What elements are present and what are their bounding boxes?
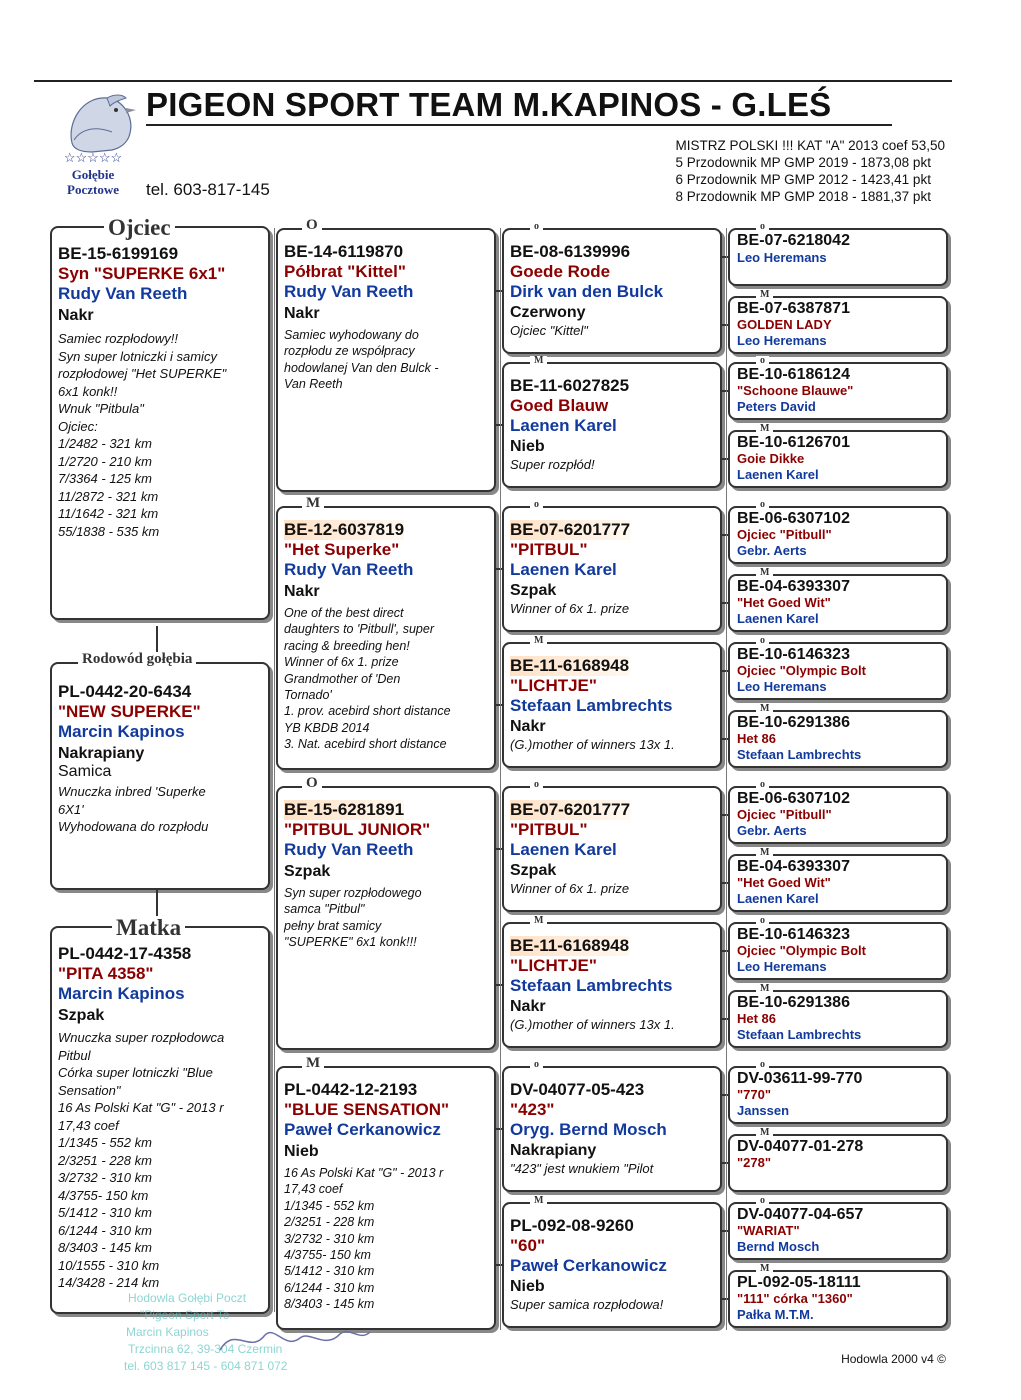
gen3-color: Szpak [510, 582, 557, 599]
note-line: 17,43 coef [284, 1182, 343, 1197]
gen3-card [502, 228, 722, 354]
gen3-notes: (G.)mother of winners 13x 1. [510, 1017, 675, 1032]
gen4-sex-label: o [756, 1060, 769, 1070]
note-line: hodowlanej Van den Bulck - [284, 360, 439, 375]
phone: tel. 603-817-145 [146, 180, 270, 199]
gen3-notes: Winner of 6x 1. prize [510, 881, 630, 896]
connector [156, 890, 158, 916]
gen3-ring: BE-11-6168948 [510, 656, 630, 675]
note-line: 2/3251 - 228 km [284, 1215, 375, 1230]
note-line: 6x1 konk!! [58, 383, 118, 399]
gen3-notes: "423" jest wnukiem "Pilot [510, 1161, 654, 1176]
note-line: 2/3251 - 228 km [58, 1152, 152, 1168]
gen3-ring: BE-08-6139996 [510, 242, 631, 261]
note-line: Wnuk "Pitbula" [58, 401, 144, 416]
note-line: YB KBDB 2014 [284, 720, 370, 735]
gen4-sex-label: o [756, 1196, 769, 1206]
connector [500, 228, 501, 1330]
gen4-name: "WARIAT" [737, 1223, 800, 1238]
gen4-ring: DV-03611-99-770 [737, 1070, 863, 1087]
gen3-breeder: Laenen Karel [510, 560, 617, 579]
gen3-name: Goed Blauw [510, 396, 609, 415]
gen2-card [276, 786, 496, 1050]
note-line: Winner of 6x 1. prize [284, 655, 399, 670]
note-line: pełny brat samicy [284, 918, 382, 933]
gen2-ring: PL-0442-12-2193 [284, 1080, 418, 1099]
note-line: samca "Pitbul" [284, 902, 365, 917]
footer-credit: Hodowla 2000 v4 © [841, 1352, 946, 1366]
gen4-breeder: Stefaan Lambrechts [737, 747, 862, 762]
note-line: Van Reeth [284, 377, 343, 392]
gen4-name: "278" [737, 1155, 772, 1170]
pedigree-label: Rodowód gołębia [78, 652, 196, 667]
gen4-ring: PL-092-05-18111 [737, 1274, 861, 1291]
gen2-sex-label: M [302, 1056, 324, 1071]
note-line: Samiec rozpłodowy!! [58, 331, 178, 346]
gen4-name: Goie Dikke [737, 451, 805, 466]
gen4-card [728, 1066, 948, 1124]
sire-notes [58, 330, 268, 540]
title-underline [146, 124, 892, 126]
note-line: 14/3428 - 214 km [58, 1275, 160, 1290]
achievement-line: MISTRZ POLSKI !!! KAT "A" 2013 coef 53,50 [675, 138, 945, 153]
note-line: Wnuczka inbred 'Superke [58, 784, 206, 799]
gen4-card [728, 506, 948, 564]
achievement-line: 6 Przodownik MP GMP 2012 - 1423,41 pkt [675, 172, 931, 187]
gen3-color: Czerwony [510, 304, 586, 321]
sire-breeder: Rudy Van Reeth [58, 284, 188, 303]
gen4-sex-label: o [756, 636, 769, 646]
gen2-name: "PITBUL JUNIOR" [284, 820, 431, 839]
note-line: daughters to 'Pitbull', super [284, 622, 434, 637]
logo-text-1: Gołębie [71, 167, 115, 182]
gen2-name: Półbrat "Kittel" [284, 262, 406, 281]
dam-breeder: Marcin Kapinos [58, 984, 185, 1003]
gen3-card [502, 1202, 722, 1328]
note-line: Syn super rozpłodowego [284, 886, 422, 900]
page-title: PIGEON SPORT TEAM M.KAPINOS - G.LEŚ [146, 86, 832, 123]
note-line: 8/3403 - 145 km [284, 1297, 375, 1312]
subject-breeder: Marcin Kapinos [58, 722, 185, 741]
gen4-card [728, 228, 948, 286]
gen2-notes [284, 605, 494, 753]
gen4-ring: BE-10-6186124 [737, 366, 850, 383]
gen4-card [728, 574, 948, 632]
gen4-card [728, 642, 948, 700]
gen2-color: Nakr [284, 583, 320, 600]
gen3-ring: DV-04077-05-423 [510, 1080, 645, 1099]
gen3-sex-label: M [530, 1196, 547, 1206]
dam-color: Szpak [58, 1007, 105, 1024]
gen4-sex-label: o [756, 500, 769, 510]
gen3-breeder: Paweł Cerkanowicz [510, 1256, 667, 1275]
note-line: racing & breeding hen! [284, 638, 410, 653]
gen4-card [728, 854, 948, 912]
note-line: "SUPERKE" 6x1 konk!!! [284, 935, 417, 950]
gen4-ring: BE-04-6393307 [737, 578, 850, 595]
gen3-name: "423" [510, 1100, 555, 1119]
gen4-breeder: Pałka M.T.M. [737, 1307, 814, 1322]
subject-ring: PL-0442-20-6434 [58, 682, 192, 701]
note-line: One of the best direct [284, 606, 404, 620]
gen3-sex-label: o [530, 222, 543, 232]
note-line: rozpłodu ze współpracy [284, 344, 415, 359]
gen3-color: Nakr [510, 998, 546, 1015]
dam-ring: PL-0442-17-4358 [58, 944, 192, 963]
gen3-name: "PITBUL" [510, 820, 588, 839]
gen3-color: Nakrapiany [510, 1142, 597, 1159]
gen3-ring: PL-092-08-9260 [510, 1216, 634, 1235]
subject-notes [58, 783, 268, 836]
sire-color: Nakr [58, 307, 94, 324]
logo-caption [52, 167, 134, 197]
gen2-name: "Het Superke" [284, 540, 400, 559]
stamp-line: Trzcinna 62, 39-304 Czermin [128, 1342, 283, 1356]
gen4-name: Ojciec "Pitbull" [737, 527, 832, 542]
note-line: 4/3755- 150 km [284, 1248, 371, 1263]
gen2-notes [284, 885, 494, 951]
gen4-name: "Het Goed Wit" [737, 875, 831, 890]
gen3-card [502, 786, 722, 912]
note-line: 1/1345 - 552 km [58, 1135, 152, 1150]
gen3-color: Nieb [510, 438, 545, 455]
gen4-ring: DV-04077-04-657 [737, 1206, 864, 1223]
gen4-ring: BE-10-6291386 [737, 714, 850, 731]
gen4-ring: BE-07-6218042 [737, 232, 850, 249]
gen3-breeder: Stefaan Lambrechts [510, 976, 673, 995]
note-line: 6/1244 - 310 km [58, 1222, 152, 1238]
subject-card [50, 662, 270, 890]
gen2-sex-label: O [302, 776, 322, 791]
gen4-card [728, 1270, 948, 1328]
gen3-notes: Super rozpłód! [510, 457, 595, 472]
note-line: 10/1555 - 310 km [58, 1257, 160, 1273]
gen4-card [728, 362, 948, 420]
gen4-card [728, 1134, 948, 1192]
note-line: 5/1412 - 310 km [58, 1205, 152, 1220]
gen3-card [502, 362, 722, 488]
note-line: Grandmother of 'Den [284, 671, 401, 686]
stamp-line: "Pigeon Sport Te [140, 1308, 230, 1322]
gen4-breeder: Laenen Karel [737, 611, 819, 626]
gen4-breeder: Leo Heremans [737, 679, 827, 694]
gen4-name: Het 86 [737, 731, 777, 746]
gen4-card [728, 922, 948, 980]
gen3-ring: BE-07-6201777 [510, 800, 631, 819]
note-line: 55/1838 - 535 km [58, 523, 160, 539]
gen2-card [276, 1066, 496, 1330]
gen4-ring: BE-10-6126701 [737, 434, 850, 451]
gen3-sex-label: o [530, 500, 543, 510]
gen3-breeder: Laenen Karel [510, 416, 617, 435]
dam-name: "PITA 4358" [58, 964, 154, 983]
gen2-breeder: Rudy Van Reeth [284, 840, 414, 859]
gen4-name: "Het Goed Wit" [737, 595, 831, 610]
logo-stars: ☆☆☆☆☆ [63, 150, 123, 165]
gen3-notes: Winner of 6x 1. prize [510, 601, 630, 616]
note-line: Wyhodowana do rozpłodu [58, 819, 209, 834]
gen2-name: "BLUE SENSATION" [284, 1100, 450, 1119]
gen4-ring: BE-10-6291386 [737, 994, 850, 1011]
gen2-ring: BE-14-6119870 [284, 242, 404, 261]
note-line: Pitbul [58, 1047, 91, 1063]
note-line: 3/2732 - 310 km [284, 1231, 375, 1246]
note-line: Sensation" [58, 1082, 121, 1098]
gen4-name: Ojciec "Olympic Bolt [737, 943, 866, 958]
gen2-breeder: Paweł Cerkanowicz [284, 1120, 441, 1139]
gen3-notes: Ojciec "Kittel" [510, 323, 588, 338]
note-line: 1/2482 - 321 km [58, 436, 152, 451]
gen4-breeder: Laenen Karel [737, 467, 819, 482]
gen4-breeder: Laenen Karel [737, 891, 819, 906]
gen4-name: GOLDEN LADY [737, 317, 832, 332]
subject-name: "NEW SUPERKE" [58, 702, 201, 721]
gen4-card [728, 990, 948, 1048]
gen3-notes: (G.)mother of winners 13x 1. [510, 737, 675, 752]
gen4-breeder: Gebr. Aerts [737, 823, 807, 838]
stamp-line: tel. 603 817 145 - 604 871 072 [124, 1359, 288, 1373]
note-line: 7/3364 - 125 km [58, 471, 152, 486]
subject-sex: Samica [58, 763, 112, 780]
gen4-sex-label: M [756, 568, 773, 578]
note-line: 5/1412 - 310 km [284, 1264, 375, 1279]
gen4-name: "770" [737, 1087, 772, 1102]
connector [274, 228, 275, 1312]
gen4-sex-label: M [756, 424, 773, 434]
gen4-sex-label: o [756, 916, 769, 926]
note-line: Wnuczka super rozpłodowca [58, 1030, 225, 1045]
sire-ring: BE-15-6199169 [58, 244, 179, 263]
gen4-sex-label: o [756, 222, 769, 232]
note-line: 4/3755- 150 km [58, 1187, 149, 1203]
dam-notes [58, 1029, 268, 1292]
gen4-ring: BE-06-6307102 [737, 510, 850, 527]
gen3-sex-label: M [530, 356, 547, 366]
gen3-color: Nieb [510, 1278, 545, 1295]
gen3-sex-label: o [530, 780, 543, 790]
gen4-sex-label: M [756, 704, 773, 714]
gen2-notes [284, 327, 494, 393]
gen4-card [728, 786, 948, 844]
note-line: 3/2732 - 310 km [58, 1170, 152, 1185]
gen4-breeder: Leo Heremans [737, 333, 827, 348]
gen3-color: Nakr [510, 718, 546, 735]
gen3-ring: BE-07-6201777 [510, 520, 631, 539]
gen3-color: Szpak [510, 862, 557, 879]
logo-text-2: Pocztowe [67, 182, 119, 197]
gen2-sex-label: O [302, 218, 322, 233]
achievement-line: 8 Przodownik MP GMP 2018 - 1881,37 pkt [675, 189, 931, 204]
gen4-ring: BE-07-6387871 [737, 300, 850, 317]
note-line: 11/1642 - 321 km [58, 506, 159, 521]
achievements [676, 137, 945, 205]
gen4-name: "Schoone Blauwe" [737, 383, 854, 398]
gen4-sex-label: o [756, 780, 769, 790]
gen3-ring: BE-11-6027825 [510, 376, 630, 395]
dam-label: Matka [112, 916, 185, 939]
gen3-card [502, 642, 722, 768]
gen4-sex-label: M [756, 290, 773, 300]
note-line: 16 As Polski Kat "G" - 2013 r [58, 1100, 224, 1115]
gen2-color: Nieb [284, 1143, 319, 1160]
note-line: Samiec wyhodowany do [284, 328, 419, 342]
note-line: 6X1' [58, 801, 84, 817]
gen3-name: "60" [510, 1236, 546, 1255]
sire-card [50, 226, 270, 620]
gen2-card [276, 228, 496, 492]
gen4-ring: BE-10-6146323 [737, 926, 850, 943]
gen3-breeder: Oryg. Bernd Mosch [510, 1120, 667, 1139]
note-line: 11/2872 - 321 km [58, 488, 159, 504]
note-line: 3. Nat. acebird short distance [284, 737, 447, 752]
stamp-line: Hodowla Gołębi Poczt [128, 1291, 247, 1305]
gen2-breeder: Rudy Van Reeth [284, 282, 414, 301]
gen3-card [502, 506, 722, 632]
gen2-color: Nakr [284, 305, 320, 322]
gen2-color: Szpak [284, 863, 331, 880]
subject-color: Nakrapiany [58, 745, 145, 762]
gen4-breeder: Peters David [737, 399, 816, 414]
gen3-notes: Super samica rozpłodowa! [510, 1297, 664, 1312]
gen2-ring: BE-12-6037819 [284, 520, 405, 539]
gen4-sex-label: M [756, 848, 773, 858]
gen4-card [728, 296, 948, 354]
sire-label: Ojciec [104, 216, 175, 239]
note-line: 1/1345 - 552 km [284, 1198, 375, 1213]
gen3-sex-label: M [530, 916, 547, 926]
gen3-breeder: Stefaan Lambrechts [510, 696, 673, 715]
connector [726, 228, 727, 1330]
note-line: 1. prov. acebird short distance [284, 704, 451, 719]
gen4-name: Ojciec "Pitbull" [737, 807, 832, 822]
gen4-breeder: Gebr. Aerts [737, 543, 807, 558]
sire-name: Syn "SUPERKE 6x1" [58, 264, 226, 283]
gen3-sex-label: M [530, 636, 547, 646]
gen3-breeder: Dirk van den Bulck [510, 282, 664, 301]
note-line: Tornado' [284, 688, 332, 703]
gen4-card [728, 710, 948, 768]
stamp-line: Marcin Kapinos [126, 1325, 209, 1339]
signature-icon [215, 1320, 375, 1360]
note-line: 8/3403 - 145 km [58, 1240, 152, 1255]
note-line: Ojciec: [58, 418, 98, 434]
gen3-name: "LICHTJE" [510, 676, 597, 695]
gen4-breeder: Janssen [737, 1103, 790, 1118]
gen3-breeder: Laenen Karel [510, 840, 617, 859]
gen4-sex-label: M [756, 984, 773, 994]
gen2-breeder: Rudy Van Reeth [284, 560, 414, 579]
dam-card [50, 926, 270, 1314]
gen4-ring: BE-06-6307102 [737, 790, 850, 807]
gen3-sex-label: o [530, 1060, 543, 1070]
gen3-name: Goede Rode [510, 262, 611, 281]
gen4-breeder: Leo Heremans [737, 250, 827, 265]
gen3-ring: BE-11-6168948 [510, 936, 630, 955]
note-line: Syn super lotniczki i samicy [58, 348, 217, 364]
achievement-line: 5 Przodownik MP GMP 2019 - 1873,08 pkt [675, 155, 931, 170]
note-line: Córka super lotniczki "Blue [58, 1065, 213, 1080]
gen3-card [502, 1066, 722, 1192]
note-line: 1/2720 - 210 km [58, 453, 152, 469]
gen4-ring: BE-10-6146323 [737, 646, 850, 663]
gen4-sex-label: M [756, 1128, 773, 1138]
gen4-ring: BE-04-6393307 [737, 858, 850, 875]
gen4-name: "111" córka "1360" [737, 1291, 853, 1306]
gen2-sex-label: M [302, 496, 324, 511]
gen4-card [728, 430, 948, 488]
gen4-ring: DV-04077-01-278 [737, 1138, 864, 1155]
gen3-name: "LICHTJE" [510, 956, 597, 975]
gen2-card [276, 506, 496, 770]
note-line: 6/1244 - 310 km [284, 1280, 375, 1295]
gen4-name: Het 86 [737, 1011, 777, 1026]
gen4-breeder: Stefaan Lambrechts [737, 1027, 862, 1042]
gen4-breeder: Bernd Mosch [737, 1239, 820, 1254]
connector [156, 626, 158, 654]
gen2-ring: BE-15-6281891 [284, 800, 405, 819]
gen4-card [728, 1202, 948, 1260]
gen2-notes [284, 1165, 494, 1313]
gen4-sex-label: M [756, 1264, 773, 1274]
gen4-sex-label: o [756, 356, 769, 366]
top-rule [34, 80, 952, 82]
gen3-name: "PITBUL" [510, 540, 588, 559]
note-line: rozpłodowej "Het SUPERKE" [58, 366, 227, 381]
gen3-card [502, 922, 722, 1048]
gen4-name: Ojciec "Olympic Bolt [737, 663, 866, 678]
gen4-breeder: Leo Heremans [737, 959, 827, 974]
note-line: 16 As Polski Kat "G" - 2013 r [284, 1166, 444, 1180]
note-line: 17,43 coef [58, 1117, 119, 1133]
